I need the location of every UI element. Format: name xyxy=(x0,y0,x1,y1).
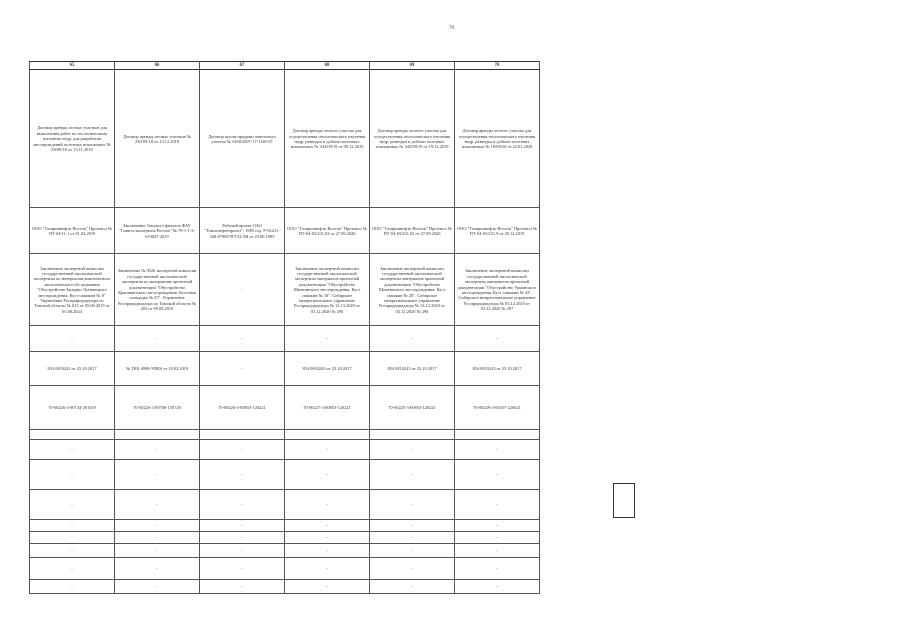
table-cell: - xyxy=(285,460,370,490)
table-row xyxy=(30,352,540,386)
table-cell: - xyxy=(455,460,540,490)
table-row xyxy=(30,440,540,460)
column-header: 66 xyxy=(115,62,200,70)
table-cell xyxy=(285,430,370,440)
table-row xyxy=(30,580,540,594)
data-table xyxy=(29,61,540,594)
table-cell: - xyxy=(30,558,115,580)
table-cell: Договор аренды лесного участка для осуществления геологического изучения недр, разведки и добычи полезных ископаемых № 345/09/19 от 19.12.2019 xyxy=(370,70,455,208)
table-cell: - xyxy=(200,520,285,532)
table-cell: Договор купли-продажи земельного участка № 5268/2007-17-1146-07 xyxy=(200,70,285,208)
table-cell: - xyxy=(285,326,370,352)
table-cell: - xyxy=(115,490,200,520)
table-cell: 854 0810243 от 25.10.2017 xyxy=(30,352,115,386)
table-cell: - xyxy=(115,580,200,594)
table-cell: Заключение экспертной комиссии государственной экологической экспертизы материалов проектной документации "Обустройство Шингинского месторождения. Куст скважин № 20". Сибирское межрегиональное управление Росприроднадзора № 13.13.2020 от 03.12.2020 № 296 xyxy=(370,254,455,326)
table-cell: - xyxy=(455,544,540,558)
table-cell: - xyxy=(115,532,200,544)
table-cell: - xyxy=(370,544,455,558)
table-cell: - xyxy=(115,544,200,558)
table-cell xyxy=(370,430,455,440)
table-cell: 854 0810243 от 25.10.2017 xyxy=(370,352,455,386)
table-cell xyxy=(115,430,200,440)
table-cell: 70-00229-3-00357-220621 xyxy=(455,386,540,430)
table-cell: - xyxy=(200,580,285,594)
table-cell: Заключение экспертной комиссии государственной экологической экспертизы по материалам комплексного экологического обследования "Обустройство Западно-Лугинецкого месторождения. Куст скважин № 8" Управление Росприроднадзора по Томской области № 013 от 05.06.2019 от 05.08.2024 xyxy=(30,254,115,326)
table-cell: - xyxy=(115,326,200,352)
table-cell: - xyxy=(285,490,370,520)
table-cell: - xyxy=(200,352,285,386)
table-cell: ООО "Газпромнефть-Восток" Протокол № ПТ-04-03/231.02 от 27.09.2020 xyxy=(370,208,455,254)
table-cell: - xyxy=(30,440,115,460)
table-cell: - xyxy=(200,558,285,580)
table-cell: Заключение Томского филиала ФАУ "Главгосэкспертиза России" № 70-1-1-3-010047-2019 xyxy=(115,208,200,254)
table-cell: - xyxy=(370,580,455,594)
table-row xyxy=(30,490,540,520)
table-cell: - xyxy=(285,532,370,544)
table-cell: - xyxy=(200,544,285,558)
table-cell: - xyxy=(285,520,370,532)
table-cell: Рабочий проект ОАО "Томскнефтепроект", 1985 год. Р-02231-348-0798578-ТЗ2-3Н от 23.06.1985 xyxy=(200,208,285,254)
table-cell: 70-00225-3-00853-120221 xyxy=(370,386,455,430)
table-row xyxy=(30,430,540,440)
table-row xyxy=(30,558,540,580)
table-cell: - xyxy=(285,580,370,594)
table-cell: - xyxy=(115,520,200,532)
table-cell: - xyxy=(370,558,455,580)
table-cell: Договор аренды лесного участка для осуществления геологического изучения недр, разведки и добычи полезных ископаемых № 18/09/20 от 22.01.2020 xyxy=(455,70,540,208)
table-row xyxy=(30,254,540,326)
table-cell: - xyxy=(455,326,540,352)
table-cell: - xyxy=(285,558,370,580)
table-cell: - xyxy=(200,254,285,326)
table-cell: - xyxy=(200,460,285,490)
table-cell: - xyxy=(30,532,115,544)
table-cell: ООО "Газпромнефть-Восток" Протокол № ПТ-04-03/231.02 от 27.09.2020 xyxy=(285,208,370,254)
table-cell: - xyxy=(30,490,115,520)
table-cell: 854 0810243 от 25.10.2017 xyxy=(455,352,540,386)
table-cell: - xyxy=(30,326,115,352)
table-cell: - xyxy=(455,490,540,520)
table-cell: № ТКБ-4998-УВКб от 10.02.2019 xyxy=(115,352,200,386)
table-cell: - xyxy=(30,520,115,532)
table-cell: - xyxy=(455,440,540,460)
table-row xyxy=(30,208,540,254)
table-row xyxy=(30,460,540,490)
table-cell: 70-00226-3-00768-150720 xyxy=(115,386,200,430)
table-cell: Заключение № 0026 экспертной комиссии государственной экологической экспертизы по материалам проектной документации "Обустройство Крапивинского месторождения. Кустовая площадка № 25". Управление Росприроднадзора по Томской области № 203 от 09.08.2019 xyxy=(115,254,200,326)
table-cell: - xyxy=(30,544,115,558)
table-cell: - xyxy=(370,440,455,460)
table-cell: - xyxy=(455,580,540,594)
table-cell: - xyxy=(285,440,370,460)
column-header: 65 xyxy=(30,62,115,70)
table-cell: ООО "Газпромнефть-Восток" Протокол № ПТ-04/11.1 от 01.04.2019 xyxy=(30,208,115,254)
table-row xyxy=(30,70,540,208)
table-cell: Заключение экспертной комиссии государственной экологической экспертизы материалов проектной документации "Обустройство Шингинского месторождения. Куст скважин № 10". Сибирское межрегиональное управление Росприроднадзора № 13.13.2020 от 03.12.2020 № 296 xyxy=(285,254,370,326)
column-header: 67 xyxy=(200,62,285,70)
table-cell: - xyxy=(30,580,115,594)
table-cell: - xyxy=(370,520,455,532)
table-row xyxy=(30,532,540,544)
table-cell: Договор аренды лесных участков № 230/09-18 от 13.12.2018 xyxy=(115,70,200,208)
page-number: 70 xyxy=(449,26,454,31)
table-header-row xyxy=(30,62,540,70)
table-cell: - xyxy=(285,544,370,558)
column-header: 70 xyxy=(455,62,540,70)
table-cell xyxy=(200,430,285,440)
table-row xyxy=(30,520,540,532)
table-cell: - xyxy=(200,326,285,352)
table-row xyxy=(30,386,540,430)
table-cell: - xyxy=(200,532,285,544)
table-cell: Договор аренды лесного участка для осуществления геологического изучения недр, разведки и добычи полезных ископаемых № 343/09/19 от 09.12.2019 xyxy=(285,70,370,208)
table-cell: - xyxy=(370,326,455,352)
table-cell: - xyxy=(115,558,200,580)
column-header: 69 xyxy=(370,62,455,70)
table-cell: - xyxy=(370,490,455,520)
column-header: 68 xyxy=(285,62,370,70)
table-cell: 70-00226-3-00744-201019 xyxy=(30,386,115,430)
table-cell: - xyxy=(455,520,540,532)
table-cell: - xyxy=(370,532,455,544)
table-cell: - xyxy=(200,490,285,520)
table-cell: - xyxy=(30,460,115,490)
table-cell: Заключение экспертной комиссии государственной экологической экспертизы материалов проектной документации "Обустройство Урманского месторождения. Куст скважин № 43". Сибирское межрегиональное управление Росприроднадзора № 03.12.2020 от 03.12.2020 № 297 xyxy=(455,254,540,326)
table-cell: - xyxy=(455,532,540,544)
table-cell xyxy=(30,430,115,440)
table-row xyxy=(30,544,540,558)
table-cell: 70-00226-3-00855-120221 xyxy=(200,386,285,430)
table-row xyxy=(30,326,540,352)
table-cell: - xyxy=(115,440,200,460)
table-cell: - xyxy=(200,440,285,460)
side-frame-box xyxy=(613,483,635,518)
table-cell: Договор аренды лесных участков для выполнения работ по геологическому изучению недр, для разработки месторождений полезных ископаемых № 29/09/18 от 13.11.2018 xyxy=(30,70,115,208)
table-cell: 854 0810243 от 25.10.2017 xyxy=(285,352,370,386)
table-cell: - xyxy=(115,460,200,490)
table-cell: - xyxy=(455,558,540,580)
table-cell: ООО "Газпромнефть-Восток" Протокол № ПТ-04-03/231.9 от 20.12.2019 xyxy=(455,208,540,254)
table-cell: - xyxy=(370,460,455,490)
table-cell: 70-00227-3-00853-120221 xyxy=(285,386,370,430)
table-cell xyxy=(455,430,540,440)
